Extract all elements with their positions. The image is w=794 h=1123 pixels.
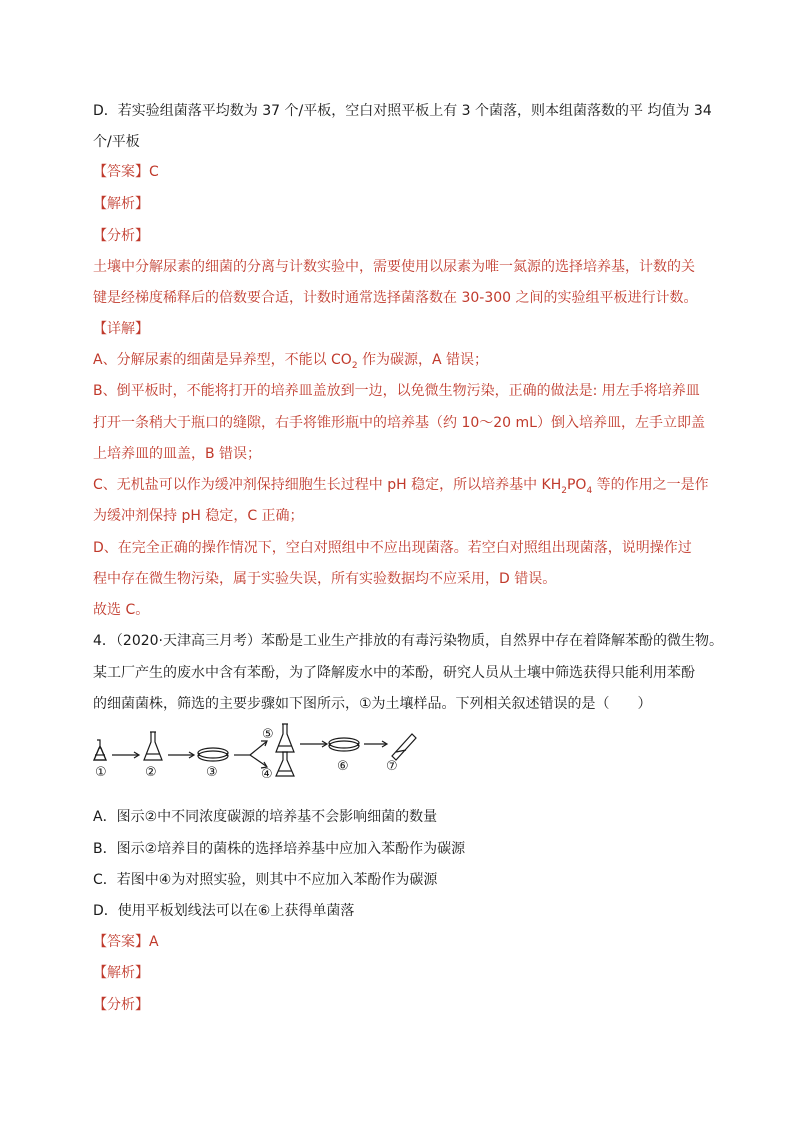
detail-a-text-end: 作为碳源，A 错误； <box>357 352 489 368</box>
answer-value: C <box>149 164 159 180</box>
detail-c-sub1: 2 <box>561 485 567 496</box>
q3-detail-a <box>93 350 488 376</box>
flask-2-icon <box>144 732 162 760</box>
arrow-to-5 <box>250 742 266 755</box>
answer-label: 【答案】 <box>93 934 149 950</box>
q3-detail-d-line1: D、在完全正确的操作情况下，空白对照组中不应出现菌落。若空白对照组出现菌落，说明操作过 <box>93 540 692 556</box>
figure-label-2: ② <box>145 765 157 778</box>
answer-value: A <box>149 934 159 950</box>
screening-steps-figure <box>88 722 448 778</box>
q4-option-b: B．图示②培养目的菌株的选择培养基中应加入苯酚作为碳源 <box>93 841 466 857</box>
q3-analysis-label: 【解析】 <box>93 196 149 212</box>
figure-label-7: ⑦ <box>386 759 398 774</box>
q4-fenxi-label: 【分析】 <box>93 997 149 1013</box>
q4-option-a: A．图示②中不同浓度碳源的培养基不会影响细菌的数量 <box>93 809 438 825</box>
flask-5-icon <box>276 724 294 752</box>
q3-option-d-line1: D．若实验组菌落平均数为 37 个/平板，空白对照平板上有 3 个菌落，则本组菌落数的平 均值为 34 <box>93 103 712 119</box>
q3-detail-c-line2: 为缓冲剂保持 pH 稳定，C 正确； <box>93 508 304 524</box>
q3-detail-b-line3: 上培养皿的皿盖，B 错误； <box>93 446 262 462</box>
q3-detail-b-line2: 打开一条稍大于瓶口的缝隙，右手将锥形瓶中的培养基（约 10～20 mL）倒入培养皿，左手立即盖 <box>93 415 705 431</box>
detail-c-sub2: 4 <box>586 485 593 496</box>
answer-label: 【答案】 <box>93 164 149 180</box>
detail-a-subscript: 2 <box>351 360 358 371</box>
figure-label-3: ③ <box>206 765 218 778</box>
q3-detail-b-line1: B、倒平板时，不能将打开的培养皿盖放到一边，以免微生物污染，正确的做法是: 用左手将培养皿 <box>93 383 700 399</box>
q3-fenxi-line2: 键是经梯度稀释后的倍数要合适，计数时通常选择菌落数在 30-300 之间的实验组平板进行计数。 <box>93 290 698 306</box>
q3-detail-label: 【详解】 <box>93 321 149 337</box>
flask-4-icon <box>276 752 294 776</box>
detail-a-text: A、分解尿素的细菌是异养型，不能以 CO <box>93 352 352 368</box>
q3-detail-c-line1 <box>93 475 709 501</box>
flask-1-body <box>94 748 106 760</box>
figure-label-5: ⑤ <box>262 727 274 742</box>
detail-c-text-end: 等的作用之一是作 <box>592 477 709 493</box>
q4-stem-line2: 某工厂产生的废水中含有苯酚，为了降解废水中的苯酚，研究人员从土壤中筛选获得只能利用苯酚 <box>93 665 695 681</box>
detail-c-text: C、无机盐可以作为缓冲剂保持细胞生长过程中 pH 稳定，所以培养基中 KH <box>93 477 562 493</box>
q4-option-d: D．使用平板划线法可以在⑥上获得单菌落 <box>93 903 355 919</box>
q3-fenxi-line1: 土壤中分解尿素的细菌的分离与计数实验中，需要使用以尿素为唯一氮源的选择培养基，计数的关 <box>93 259 695 275</box>
figure-label-6: ⑥ <box>337 759 349 774</box>
q4-answer <box>93 932 159 952</box>
detail-c-mid: PO <box>566 477 587 493</box>
q4-stem-line3: 的细菌菌株，筛选的主要步骤如下图所示，①为土壤样品。下列相关叙述错误的是（ ） <box>93 696 652 712</box>
q4-option-c: C．若图中④为对照实验，则其中不应加入苯酚作为碳源 <box>93 872 438 888</box>
q3-detail-d-line2: 程中存在微生物污染，属于实验失误，所有实验数据均不应采用，D 错误。 <box>93 571 557 587</box>
q3-conclusion: 故选 C。 <box>93 602 150 618</box>
slant-tube-7-icon <box>392 734 416 760</box>
q4-analysis-label: 【解析】 <box>93 965 149 981</box>
q3-answer <box>93 162 159 182</box>
arrow-to-4 <box>250 755 266 766</box>
figure-label-1: ① <box>95 765 107 778</box>
q3-option-d-line2: 个/平板 <box>93 134 140 150</box>
q4-stem-line1: 4．（2020·天津高三月考）苯酚是工业生产排放的有毒污染物质，自然界中存在着降解苯酚的微生物。 <box>93 633 723 649</box>
figure-label-4: ④ <box>261 767 273 778</box>
q3-fenxi-label: 【分析】 <box>93 228 149 244</box>
